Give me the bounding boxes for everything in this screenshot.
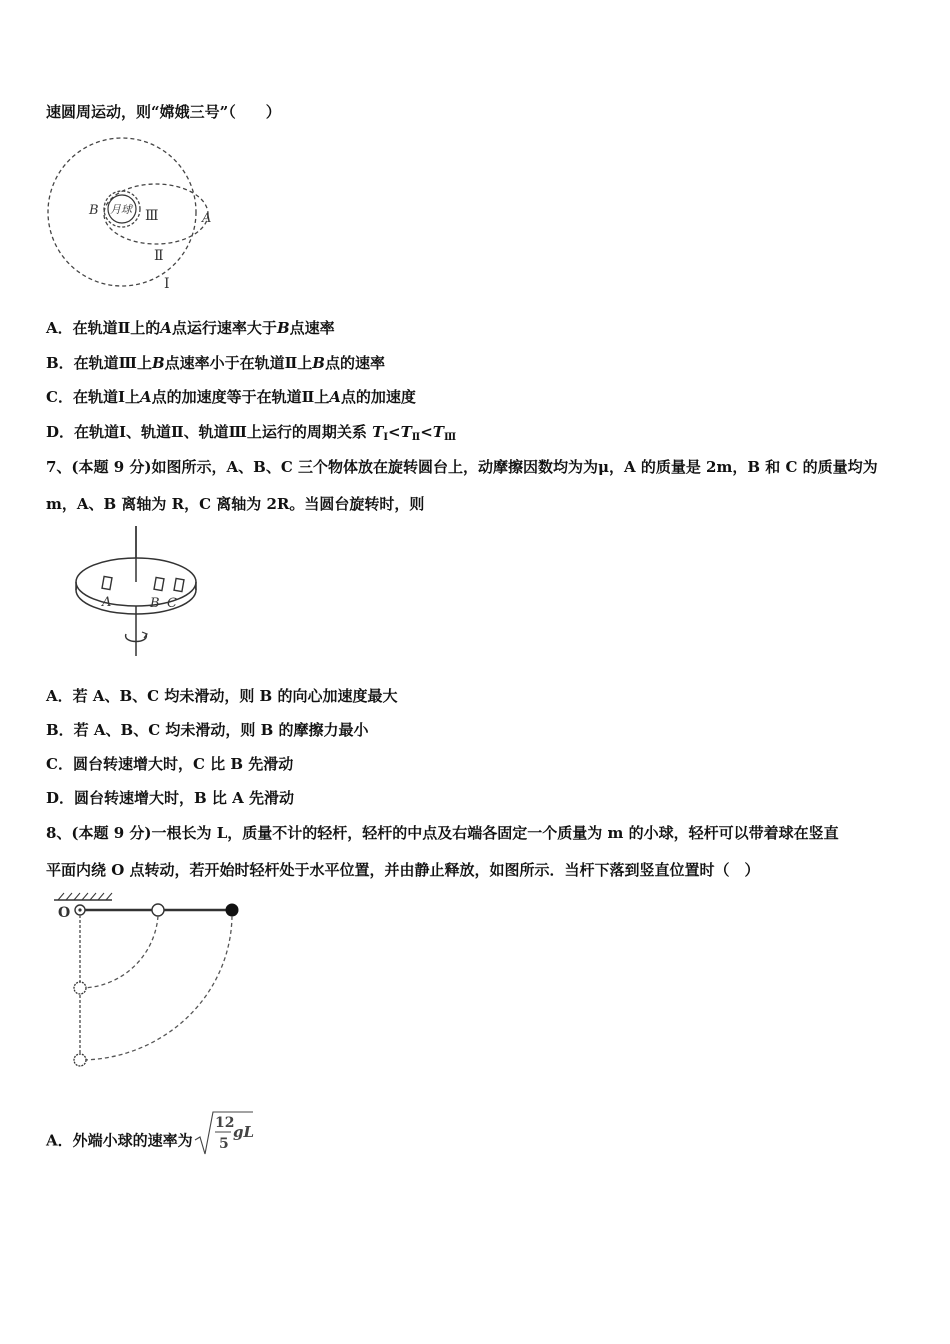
block-c-label: C [167,596,177,611]
rod-figure [44,888,254,1078]
orbit-iii-label: Ⅲ [145,208,159,224]
q6-option-c: C．在轨道Ⅰ上A点的加速度等于在轨道Ⅱ上A点的加速度 [46,388,416,406]
q6-option-a: A．在轨道Ⅱ上的A点运行速率大于B点速率 [46,319,335,337]
q8-stem-line2: 平面内绕 O 点转动，若开始时轻杆处于水平位置，并由静止释放，如图所示．当杆下落到竖直位置时（ ） [46,861,760,879]
moon-label: 月球 [110,203,132,216]
fraction-numerator: 12 [214,1115,235,1131]
q7-option-a: A．若 A、B、C 均未滑动，则 B 的向心加速度最大 [46,687,398,705]
q8-option-a: A．外端小球的速率为 12 5 gL [46,1108,255,1175]
orbit-figure [44,136,244,296]
q7-option-b: B．若 A、B、C 均未滑动，则 B 的摩擦力最小 [46,721,369,739]
q6-option-b: B．在轨道Ⅲ上B点速率小于在轨道Ⅱ上B点的速率 [46,354,385,372]
middle-ball-final [74,982,86,994]
point-a-label: A [202,211,212,226]
q6-stem-tail: 速圆周运动，则“嫦娥三号”（ ） [46,103,281,121]
end-ball-path [80,916,232,1060]
turntable-figure [44,524,214,664]
middle-ball-path [80,916,158,988]
q8-stem-line1: 8、(本题 9 分)一根长为 L，质量不计的轻杆，轻杆的中点及右端各固定一个质量为 m 的小球，轻杆可以带着球在竖直 [46,824,839,842]
orbit-ii-label: Ⅱ [154,248,164,264]
q7-option-d: D．圆台转速增大时，B 比 A 先滑动 [46,789,294,807]
pivot-label: O [58,905,71,921]
middle-ball [152,904,164,916]
fraction-denominator: 5 [218,1136,229,1152]
block-a-label: A [102,595,112,610]
end-ball-final [74,1054,86,1066]
q7-stem-line2: m，A、B 离轴为 R，C 离轴为 2R。当圆台旋转时，则 [46,495,425,513]
orbit-i-label: Ⅰ [164,276,170,292]
q6-option-d: D．在轨道Ⅰ、轨道Ⅱ、轨道Ⅲ上运行的周期关系 $T_Ⅰ<T_Ⅱ<T_Ⅲ$ [46,423,457,443]
radicand-tail: gL [232,1123,254,1141]
end-ball [226,904,239,917]
q7-option-c: C．圆台转速增大时，C 比 B 先滑动 [46,755,294,773]
point-b-label: B [89,203,99,218]
q7-stem-line1: 7、(本题 9 分)如图所示，A、B、C 三个物体放在旋转圆台上，动摩擦因数均为为μ，A 的质量是 2m，B 和 C 的质量均为 [46,458,878,476]
sqrt-expression [193,1108,255,1175]
block-b-label: B [150,596,160,611]
